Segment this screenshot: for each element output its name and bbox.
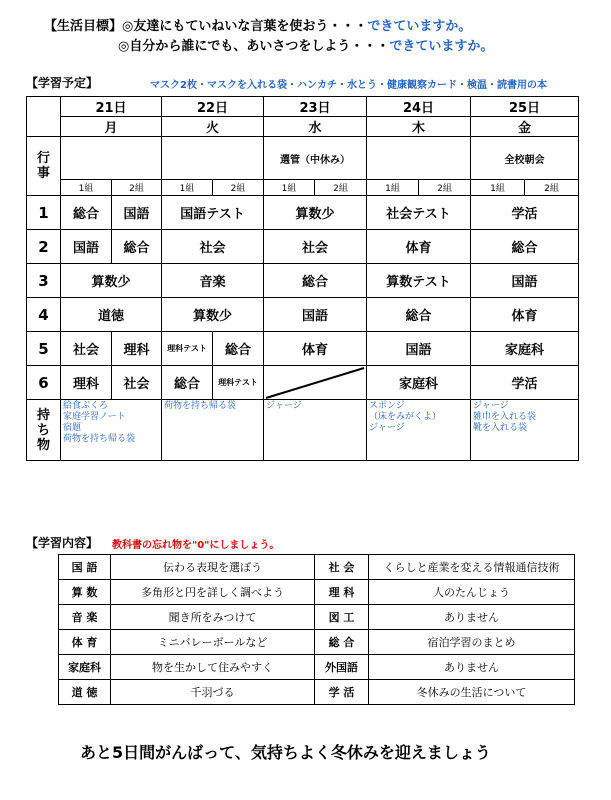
subject-topic: ありません: [369, 655, 575, 680]
item: スポンジ: [369, 401, 405, 411]
p5-fri: 家庭科: [471, 332, 579, 366]
p5-mon-class2: 理科: [112, 332, 162, 366]
p3-wed: 総合: [264, 264, 367, 298]
p4-wed: 国語: [264, 298, 367, 332]
content-label: 【学習内容】: [26, 536, 99, 550]
period-4: 4: [27, 298, 61, 332]
p6-tue-class1: 総合: [162, 366, 213, 400]
subject-name: 国 語: [59, 555, 111, 580]
p5-wed: 体育: [264, 332, 367, 366]
p1-mon-class1: 総合: [61, 196, 112, 230]
item: 宿題: [63, 423, 82, 433]
items-thu: [367, 400, 471, 461]
life-goals-line-2: [118, 38, 493, 56]
event-wed: 選管（中休み）: [264, 137, 367, 180]
p6-fri: 学活: [471, 366, 579, 400]
events-label: 行事: [27, 137, 61, 196]
subject-name: 総 合: [315, 630, 369, 655]
item: ジャージ: [266, 401, 302, 411]
weekday-mon: 月: [61, 117, 162, 137]
subject-topic: 多角形と円を詳しく調べよう: [111, 580, 315, 605]
subject-name: 体 育: [59, 630, 111, 655]
goal-2-check: できていますか。: [389, 39, 494, 54]
subject-name: 家庭科: [59, 655, 111, 680]
p1-wed: 算数少: [264, 196, 367, 230]
p4-tue: 算数少: [162, 298, 264, 332]
p1-fri: 学活: [471, 196, 579, 230]
item: 荷物を持ち帰る袋: [63, 434, 136, 444]
p2-wed: 社会: [264, 230, 367, 264]
subject-name: 学 活: [315, 680, 369, 705]
item: 靴を入れる袋: [473, 423, 528, 433]
schedule-label: 【学習予定】: [26, 76, 99, 90]
p1-tue: 国語テスト: [162, 196, 264, 230]
weekday-wed: 水: [264, 117, 367, 137]
subject-topic: 物を生かして住みやすく: [111, 655, 315, 680]
items-wed: [264, 400, 367, 461]
p4-fri: 体育: [471, 298, 579, 332]
p3-mon: 算数少: [61, 264, 162, 298]
p4-mon: 道徳: [61, 298, 162, 332]
date-wed: 23日: [264, 97, 367, 117]
p5-tue-class1: 理科テスト: [162, 332, 213, 366]
p6-tue-class2: 理科テスト: [213, 366, 264, 400]
class-2-tue: 2組: [213, 180, 264, 196]
table-corner: [27, 97, 61, 137]
class-2-thu: 2組: [419, 180, 471, 196]
class-2-fri: 2組: [525, 180, 579, 196]
weekly-schedule-table: [26, 96, 579, 461]
life-goals-line-1: [44, 18, 471, 36]
date-fri: 25日: [471, 97, 579, 117]
date-mon: 21日: [61, 97, 162, 117]
items-tue: [162, 400, 264, 461]
event-thu: [367, 137, 471, 180]
item: 荷物を持ち帰る袋: [164, 401, 237, 411]
subject-topic: 伝わる表現を選ぼう: [111, 555, 315, 580]
subject-topic: ありません: [369, 605, 575, 630]
p3-fri: 国語: [471, 264, 579, 298]
p1-mon-class2: 国語: [112, 196, 162, 230]
subject-topic: くらしと産業を変える情報通信技術: [369, 555, 575, 580]
period-2: 2: [27, 230, 61, 264]
p2-tue: 社会: [162, 230, 264, 264]
table-row: [59, 630, 575, 655]
class-1-tue: 1組: [162, 180, 213, 196]
weekday-thu: 木: [367, 117, 471, 137]
schedule-belongings-note: マスク2枚・マスクを入れる袋・ハンカチ・水とう・健康観察カード・検温・読書用の本: [150, 80, 547, 91]
p4-thu: 総合: [367, 298, 471, 332]
date-tue: 22日: [162, 97, 264, 117]
class-1-fri: 1組: [471, 180, 525, 196]
subject-topic: 冬休みの生活について: [369, 680, 575, 705]
period-3: 3: [27, 264, 61, 298]
p2-mon-class1: 国語: [61, 230, 112, 264]
p6-mon-class1: 理科: [61, 366, 112, 400]
content-note: 教科書の忘れ物を"0"にしましょう。: [112, 540, 280, 551]
items-label: 持ち物: [27, 400, 61, 461]
item: 給食ぶくろ: [63, 401, 109, 411]
event-mon: [61, 137, 162, 180]
item: ジャージ: [473, 401, 509, 411]
p5-tue-class2: 総合: [213, 332, 264, 366]
class-2-mon: 2組: [112, 180, 162, 196]
subject-topic: 聞き所をみつけて: [111, 605, 315, 630]
p1-thu: 社会テスト: [367, 196, 471, 230]
closing-message: あと5日間がんばって、気持ちよく冬休みを迎えましょう: [80, 743, 491, 762]
p5-mon-class1: 社会: [61, 332, 112, 366]
p6-wed-empty: [264, 366, 367, 400]
table-row: [59, 580, 575, 605]
subject-topic: 千羽づる: [111, 680, 315, 705]
p6-thu: 家庭科: [367, 366, 471, 400]
p3-tue: 音楽: [162, 264, 264, 298]
period-5: 5: [27, 332, 61, 366]
p5-thu: 国語: [367, 332, 471, 366]
subject-name: 理 科: [315, 580, 369, 605]
goal-1-text: ◎友達にもていねいな言葉を使おう・・・: [122, 19, 368, 34]
weekday-fri: 金: [471, 117, 579, 137]
subject-name: 道 徳: [59, 680, 111, 705]
subject-name: 音 楽: [59, 605, 111, 630]
life-goals-label: 【生活目標】: [44, 19, 123, 34]
item: （床をみがくよ）: [369, 412, 442, 422]
weekday-tue: 火: [162, 117, 264, 137]
diagonal-strike-line: [264, 366, 367, 399]
subject-topic: ミニバレーボールなど: [111, 630, 315, 655]
subject-name: 図 工: [315, 605, 369, 630]
event-fri: 全校朝会: [471, 137, 579, 180]
class-2-wed: 2組: [315, 180, 367, 196]
period-6: 6: [27, 366, 61, 400]
items-fri: [471, 400, 579, 461]
p2-fri: 総合: [471, 230, 579, 264]
table-row: [59, 605, 575, 630]
learning-content-table: [58, 554, 575, 705]
p3-thu: 算数テスト: [367, 264, 471, 298]
date-thu: 24日: [367, 97, 471, 117]
event-tue: [162, 137, 264, 180]
item: ジャージ: [369, 423, 405, 433]
table-row: [59, 555, 575, 580]
item: 雑巾を入れる袋: [473, 412, 537, 422]
class-1-wed: 1組: [264, 180, 315, 196]
subject-name: 外国語: [315, 655, 369, 680]
item: 家庭学習ノート: [63, 412, 126, 422]
subject-topic: 宿泊学習のまとめ: [369, 630, 575, 655]
table-row: [59, 655, 575, 680]
subject-name: 算 数: [59, 580, 111, 605]
p2-thu: 体育: [367, 230, 471, 264]
class-1-thu: 1組: [367, 180, 419, 196]
goal-2-text: ◎自分から誰にでも、あいさつをしよう・・・: [118, 39, 390, 54]
subject-name: 社 会: [315, 555, 369, 580]
goal-1-check: できていますか。: [367, 19, 472, 34]
p2-mon-class2: 総合: [112, 230, 162, 264]
items-mon: [61, 400, 162, 461]
period-1: 1: [27, 196, 61, 230]
subject-topic: 人のたんじょう: [369, 580, 575, 605]
class-1-mon: 1組: [61, 180, 112, 196]
p6-mon-class2: 社会: [112, 366, 162, 400]
table-row: [59, 680, 575, 705]
